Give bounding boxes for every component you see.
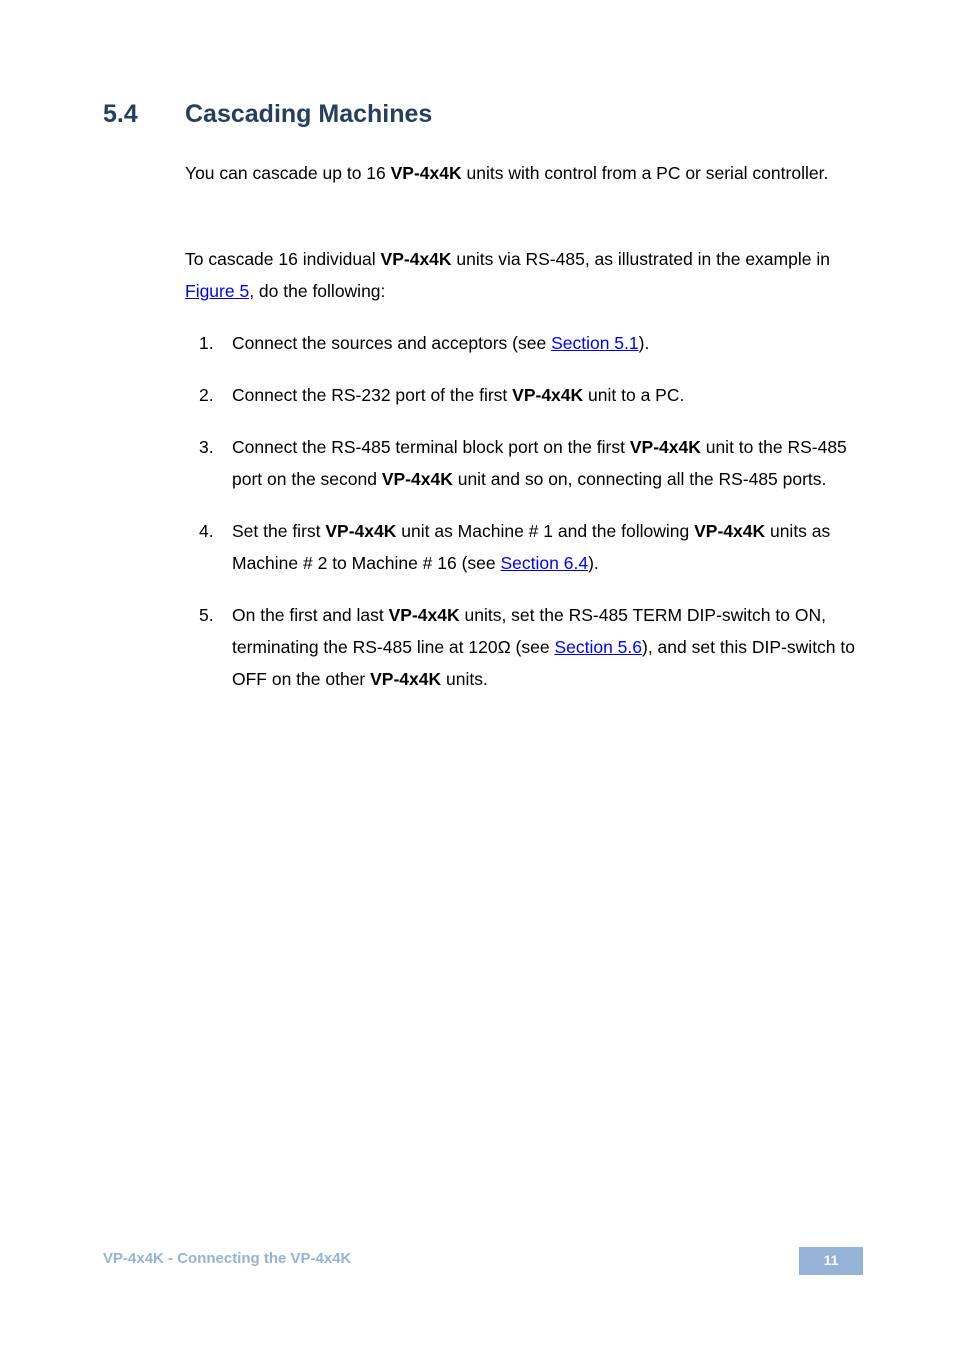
step-number: 2. (199, 385, 214, 405)
text-span: , do the following: (249, 281, 386, 301)
product-name: VP-4x4K (694, 521, 766, 541)
product-name: VP-4x4K (388, 605, 460, 625)
product-name: VP-4x4K (629, 437, 701, 457)
text-span: unit to the RS-485 port on the second (232, 437, 847, 489)
section-number: 5.4 (103, 100, 138, 128)
product-name: VP-4x4K (380, 249, 452, 269)
text-span: Connect the RS-232 port of the first (232, 385, 513, 405)
product-name: VP-4x4K (325, 521, 397, 541)
step-number: 3. (199, 437, 214, 457)
section-5-1-link[interactable]: Section 5.1 (551, 333, 639, 353)
step-number: 1. (199, 333, 214, 353)
intro-paragraph-1 (185, 157, 855, 189)
text-span: On the first and last (232, 605, 389, 625)
text-span: ). (588, 553, 599, 573)
footer-title: VP-4x4K - Connecting the VP-4x4K (103, 1250, 352, 1267)
section-6-4-link[interactable]: Section 6.4 (500, 553, 589, 573)
section-title: Cascading Machines (185, 100, 433, 128)
text-span: Set the first (232, 521, 326, 541)
text-span: unit as Machine # 1 and the following (396, 521, 695, 541)
section-heading (103, 100, 432, 129)
steps-list (199, 327, 859, 715)
text-span: unit to a PC. (583, 385, 685, 405)
text-span: units via RS-485, as illustrated in the example in (451, 249, 830, 269)
list-item (199, 431, 859, 495)
step-number: 4. (199, 521, 214, 541)
list-item (199, 515, 859, 579)
text-span: You can cascade up to 16 (185, 163, 391, 183)
product-name: VP-4x4K (381, 469, 453, 489)
intro-paragraph-2 (185, 243, 855, 307)
product-name: VP-4x4K (370, 669, 442, 689)
text-span: units. (441, 669, 488, 689)
product-name: VP-4x4K (390, 163, 462, 183)
step-number: 5. (199, 605, 214, 625)
text-span: units with control from a PC or serial controller. (461, 163, 829, 183)
text-span: units as Machine # 2 to Machine # 16 (see (232, 521, 831, 573)
list-item (199, 599, 859, 695)
section-5-6-link[interactable]: Section 5.6 (554, 637, 642, 657)
list-item (199, 327, 859, 359)
text-span: To cascade 16 individual (185, 249, 381, 269)
text-span: ), and set this DIP-switch to OFF on the other (232, 637, 855, 689)
list-item (199, 379, 859, 411)
product-name: VP-4x4K (512, 385, 584, 405)
text-span: unit and so on, connecting all the RS-485 ports. (452, 469, 827, 489)
text-span: Connect the RS-485 terminal block port on the first (232, 437, 630, 457)
figure-5-link[interactable]: Figure 5 (185, 281, 250, 301)
text-span: ). (638, 333, 650, 353)
text-span: Connect the sources and acceptors (see (232, 333, 552, 353)
text-span: units, set the RS-485 TERM DIP-switch to ON, terminating the RS-485 line at 120Ω (see (232, 605, 826, 657)
page-number: 11 (799, 1247, 863, 1275)
